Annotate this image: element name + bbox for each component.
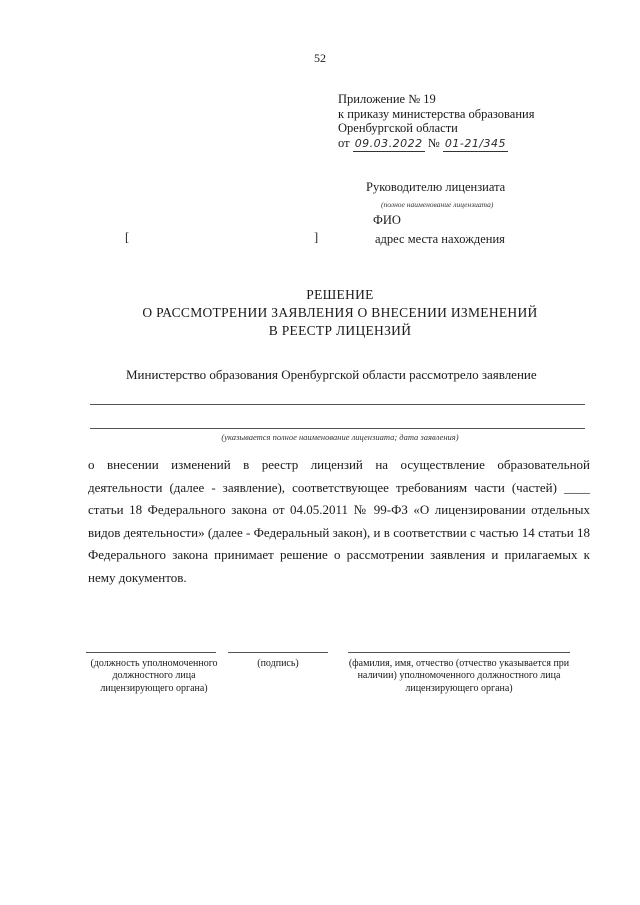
title-line-3: В РЕЕСТР ЛИЦЕНЗИЙ bbox=[268, 323, 412, 338]
appendix-line-2: к приказу министерства образования bbox=[338, 106, 535, 121]
applicant-caption: (указывается полное наименование лицензиата; дата заявления) bbox=[221, 432, 459, 442]
name-signature-line bbox=[348, 652, 570, 653]
applicant-line-1 bbox=[90, 404, 585, 405]
signature-caption: (подпись) bbox=[257, 658, 299, 669]
appendix-number-sign: № bbox=[427, 135, 440, 150]
decision-body: о внесении изменений в реестр лицензий на осуществление образовательной деятельности (далее - заявление), соответствующее требованиям части (частей) ____ статьи 18 Федерального закона от 04.05.2011 № 99-ФЗ «О лицензировании отдельных видов деятельности» (далее - Федеральный закон), и в соответствии с частью 14 статьи 18 Федерального закона принимает решение о рассмотрении заявления и прилагаемых к нему документов. bbox=[88, 457, 590, 585]
title-line-2: О РАССМОТРЕНИИ ЗАЯВЛЕНИЯ О ВНЕСЕНИИ ИЗМЕНЕНИЙ bbox=[142, 305, 538, 320]
appendix-block bbox=[338, 92, 534, 152]
bracket-right: ] bbox=[314, 230, 319, 244]
applicant-line-2 bbox=[90, 428, 585, 429]
signature-line bbox=[228, 652, 328, 653]
recipient-head-note: (полное наименование лицензиата) bbox=[381, 200, 494, 209]
intro-text: Министерство образования Оренбургской области рассмотрело заявление bbox=[126, 367, 537, 382]
appendix-line-1: Приложение № 19 bbox=[338, 92, 436, 106]
recipient-fio: ФИО bbox=[373, 213, 401, 227]
position-caption: (должность уполномоченного должностного лица лицензирующего органа) bbox=[90, 658, 218, 694]
title-line-1: РЕШЕНИЕ bbox=[306, 287, 374, 302]
appendix-date-row bbox=[338, 136, 534, 153]
name-caption: (фамилия, имя, отчество (отчество указывается при наличии) уполномоченного должностного лица лицензирующего органа) bbox=[348, 658, 570, 694]
bracket-left: [ bbox=[125, 230, 130, 244]
recipient-head: Руководителю лицензиата bbox=[366, 180, 506, 194]
recipient-address: адрес места нахождения bbox=[375, 232, 505, 246]
appendix-date-prefix: от bbox=[338, 135, 350, 150]
handwritten-date: 09.03.2022 bbox=[353, 137, 425, 153]
page-number: 52 bbox=[314, 51, 326, 65]
handwritten-number: 01-21/345 bbox=[443, 137, 508, 153]
appendix-line-3: Оренбургской области bbox=[338, 121, 458, 135]
position-signature-line bbox=[86, 652, 216, 653]
